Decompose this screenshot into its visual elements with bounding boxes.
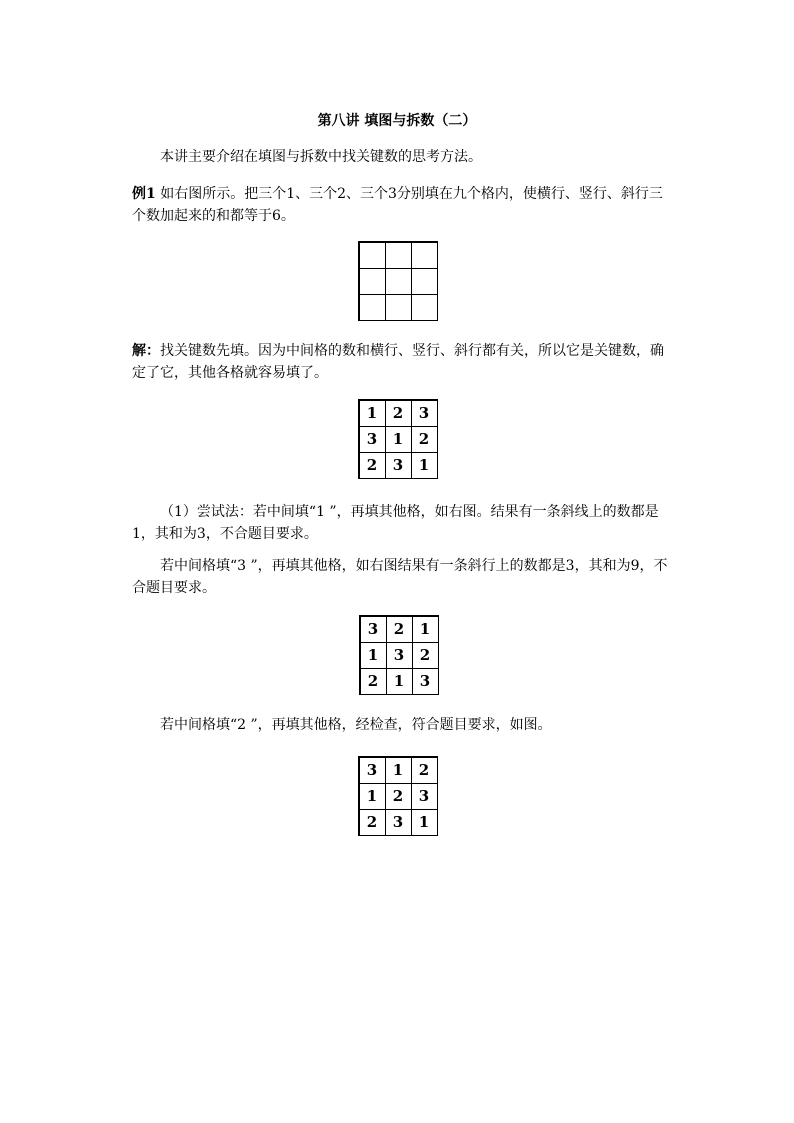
solution-label: 解： [132, 343, 160, 359]
trial-1-paragraph: （1）尝试法：若中间填“1 ”，再填其他格，如右图。结果有一条斜线上的数都是1，其和为3，不合题目要求。 [132, 504, 659, 542]
intro-paragraph: 本讲主要介绍在填图与拆数中找关键数的思考方法。 [160, 149, 482, 165]
empty-grid [358, 241, 438, 321]
grid-cell: 3 [411, 783, 438, 810]
grid-cell: 2 [411, 757, 438, 784]
grid-cell: 1 [360, 642, 387, 669]
grid-cell: 3 [385, 452, 412, 479]
grid-cell [359, 268, 386, 295]
grid-cell: 3 [386, 642, 413, 669]
grid-cell [411, 268, 438, 295]
grid-cell: 3 [385, 809, 412, 836]
grid-cell: 3 [359, 757, 386, 784]
grid-cell: 1 [412, 616, 439, 643]
grid-cell: 1 [386, 668, 413, 695]
grid-cell: 3 [360, 616, 387, 643]
solution-paragraph [132, 340, 668, 384]
grid-cell: 3 [359, 426, 386, 453]
grid-cell: 2 [385, 400, 412, 427]
grid-cell: 2 [385, 783, 412, 810]
grid-cell: 2 [360, 668, 387, 695]
example-text: 如右图所示。把三个1、三个2、三个3分别填在九个格内，使横行、竖行、斜行三个数加起来的和都等于6。 [132, 186, 663, 224]
grid-center-1 [358, 399, 438, 479]
grid-cell [411, 242, 438, 269]
grid-cell: 2 [412, 642, 439, 669]
grid-cell: 1 [359, 783, 386, 810]
grid-cell: 1 [411, 452, 438, 479]
grid-center-2 [358, 756, 438, 836]
grid-cell: 2 [359, 809, 386, 836]
example-1-paragraph [132, 183, 668, 227]
grid-cell: 3 [412, 668, 439, 695]
page-title: 第八讲 填图与拆数（二） [317, 113, 477, 129]
grid-cell: 1 [385, 426, 412, 453]
grid-cell: 2 [411, 426, 438, 453]
grid-cell [359, 294, 386, 321]
trial-2-paragraph: 若中间格填“2 ”，再填其他格，经检查，符合题目要求，如图。 [160, 717, 552, 733]
grid-cell: 2 [359, 452, 386, 479]
grid-cell: 1 [411, 809, 438, 836]
trial-3-paragraph: 若中间格填“3 ”，再填其他格，如右图结果有一条斜行上的数都是3，其和为9，不合题目要求。 [132, 558, 668, 596]
solution-text: 找关键数先填。因为中间格的数和横行、竖行、斜行都有关，所以它是关键数，确定了它，其他各格就容易填了。 [132, 343, 664, 381]
grid-cell: 1 [359, 400, 386, 427]
example-label: 例1 [132, 186, 156, 202]
grid-center-3 [359, 615, 439, 695]
grid-cell [385, 268, 412, 295]
grid-cell: 1 [385, 757, 412, 784]
grid-cell: 2 [386, 616, 413, 643]
grid-cell [411, 294, 438, 321]
grid-cell [359, 242, 386, 269]
grid-cell [385, 294, 412, 321]
grid-cell: 3 [411, 400, 438, 427]
grid-cell [385, 242, 412, 269]
